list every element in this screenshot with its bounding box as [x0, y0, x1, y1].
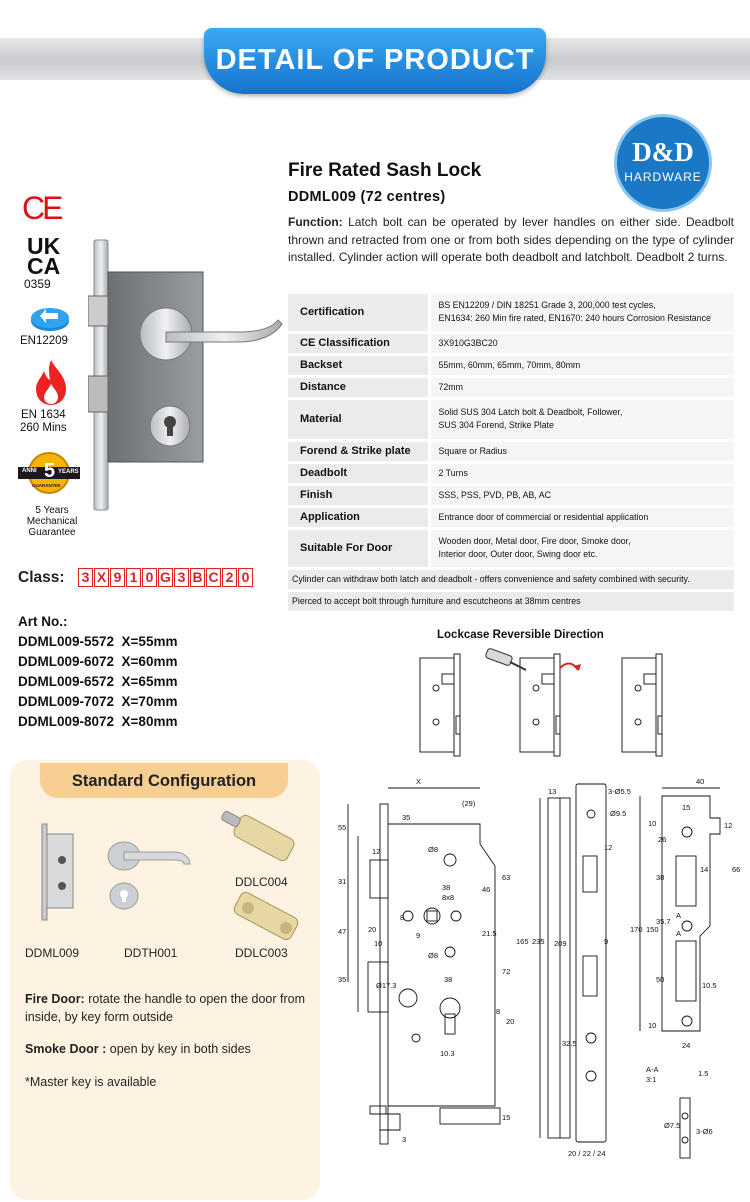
svg-text:72: 72	[502, 967, 511, 976]
fire-icon	[32, 358, 70, 406]
svg-text:20: 20	[506, 1017, 515, 1026]
spec-cert-value: BS EN12209 / DIN 18251 Grade 3, 200,000 test cycles, EN1634: 260 Min fire rated, EN1670: 240 hours Corrosion Resistance	[438, 300, 711, 324]
reversible-diagram	[400, 648, 670, 760]
svg-text:Ø7.5: Ø7.5	[664, 1121, 681, 1130]
svg-text:38: 38	[656, 873, 665, 882]
svg-text:A: A	[676, 929, 682, 938]
fire-door-note: Fire Door: rotate the handle to open the door from inside, by key form outside	[25, 992, 306, 1024]
svg-text:14: 14	[700, 865, 709, 874]
dim-x: X	[416, 777, 422, 786]
svg-text:13: 13	[548, 787, 557, 796]
svg-text:1.5: 1.5	[698, 1069, 709, 1078]
svg-text:3-Ø6: 3-Ø6	[696, 1127, 713, 1136]
spec-row: Finish SSS, PSS, PVD, PB, AB, AC	[288, 484, 734, 506]
svg-text:8: 8	[496, 1007, 501, 1016]
svg-text:63: 63	[502, 873, 511, 882]
svg-text:55: 55	[338, 823, 347, 832]
config-label-cyl1: DDLC004	[235, 875, 288, 889]
svg-text:10: 10	[648, 819, 657, 828]
svg-text:3:1: 3:1	[646, 1075, 657, 1084]
spec-row: Distance 72mm	[288, 376, 734, 398]
guarantee-badge-bottom: GUARANTEE	[32, 483, 61, 488]
ukca-number: 0359	[24, 277, 51, 291]
guarantee-badge-years: YEARS	[58, 469, 79, 475]
svg-text:9: 9	[604, 937, 609, 946]
svg-text:15: 15	[502, 1113, 511, 1122]
svg-text:Ø8: Ø8	[428, 951, 439, 960]
function-text: Function: Latch bolt can be operated by lever handles on either side. Deadbolt thrown and retracted from one or from both sides depending on the type of cylinder installed. Cylinder action will operate both deadbolt and latchbolt. Deadbolt 2 turns.	[288, 215, 734, 264]
svg-text:235: 235	[532, 937, 545, 946]
product-title: Fire Rated Sash Lock	[288, 160, 482, 181]
class-code: 3 X 9 1 0 G 3 B C 2 0	[78, 568, 254, 587]
reversible-title: Lockcase Reversible Direction	[437, 629, 604, 641]
master-key-note: *Master key is available	[25, 1075, 157, 1089]
svg-text:8x8: 8x8	[442, 893, 455, 902]
logo-sub: HARDWARE	[624, 170, 702, 184]
lock-product-photo	[88, 236, 288, 518]
smoke-door-note: Smoke Door : open by key in both sides	[25, 1042, 251, 1056]
svg-text:(29): (29)	[462, 799, 476, 808]
art-no-item: DDML009-8072 X=80mm	[18, 714, 178, 729]
spec-row: CE Classification 3X910G3BC20	[288, 332, 734, 354]
svg-text:8: 8	[400, 913, 405, 922]
svg-text:3-Ø5.5: 3-Ø5.5	[608, 787, 631, 796]
en1634-label: EN 1634 260 Mins	[20, 409, 67, 434]
svg-text:170: 170	[630, 925, 643, 934]
guarantee-badge-top: ANNI	[22, 468, 37, 474]
config-label-cyl2: DDLC003	[235, 946, 288, 960]
svg-text:Ø17.3: Ø17.3	[376, 981, 397, 990]
ukca-mark: UK CA	[27, 233, 61, 279]
svg-text:10.3: 10.3	[440, 1049, 455, 1058]
spec-row: Backset 55mm, 60mm, 65mm, 70mm, 80mm	[288, 354, 734, 376]
svg-text:47: 47	[338, 927, 347, 936]
svg-text:20 / 22 / 24: 20 / 22 / 24	[568, 1149, 606, 1158]
svg-text:10.5: 10.5	[702, 981, 717, 990]
svg-text:32.5: 32.5	[562, 1039, 577, 1048]
spec-row: Forend & Strike plate Square or Radius	[288, 440, 734, 462]
technical-drawing	[330, 776, 748, 1196]
config-label-handle: DDTH001	[124, 946, 178, 960]
en12209-label: EN12209	[20, 335, 68, 347]
spec-row: Deadbolt 2 Turns	[288, 462, 734, 484]
svg-text:35: 35	[338, 975, 347, 984]
svg-text:15: 15	[682, 803, 691, 812]
svg-text:24: 24	[682, 1041, 691, 1050]
svg-text:A: A	[676, 911, 682, 920]
svg-text:165: 165	[516, 937, 529, 946]
svg-text:26: 26	[658, 835, 667, 844]
guarantee-badge-num: 5	[44, 460, 56, 482]
svg-text:3: 3	[402, 1135, 407, 1144]
svg-text:38: 38	[442, 883, 451, 892]
art-no-item: DDML009-5572 X=55mm	[18, 634, 178, 649]
art-no-item: DDML009-6072 X=60mm	[18, 654, 178, 669]
svg-text:12: 12	[604, 843, 613, 852]
svg-text:12: 12	[724, 821, 733, 830]
svg-text:31: 31	[338, 877, 347, 886]
art-no-item: DDML009-7072 X=70mm	[18, 694, 178, 709]
banner-title: DETAIL OF PRODUCT	[215, 44, 535, 76]
spec-row: Certification BS EN12209 / DIN 18251 Grade 3, 200,000 test cycles, EN1634: 260 Min fire rated, EN1670: 240 hours Corrosion Resistance	[288, 294, 734, 332]
ce-mark: CE	[22, 190, 61, 226]
svg-text:Ø9.5: Ø9.5	[610, 809, 627, 818]
svg-text:35: 35	[402, 813, 411, 822]
svg-text:12: 12	[372, 847, 381, 856]
spec-certification	[429, 294, 734, 332]
lockcase-thumb	[38, 822, 78, 922]
svg-text:9: 9	[416, 931, 421, 940]
guarantee-label: 5 Years Mechanical Guarantee	[26, 505, 78, 538]
spec-row: Application Entrance door of commercial or residential application	[288, 506, 734, 528]
svg-text:10: 10	[648, 1021, 657, 1030]
svg-text:46: 46	[482, 885, 491, 894]
product-subtitle: DDML009 (72 centres)	[288, 189, 446, 205]
svg-text:20: 20	[368, 925, 377, 934]
svg-text:Ø8: Ø8	[428, 845, 439, 854]
svg-text:66: 66	[732, 865, 741, 874]
spec-row: Material Solid SUS 304 Latch bolt & Deadbolt, Follower, SUS 304 Forend, Strike Plate	[288, 398, 734, 440]
handle-thumb	[104, 834, 194, 914]
svg-text:10: 10	[374, 939, 383, 948]
spec-material-value: Solid SUS 304 Latch bolt & Deadbolt, Follower, SUS 304 Forend, Strike Plate	[438, 407, 623, 430]
class-label: Class:	[18, 569, 65, 586]
cylinder-thumb-thumbturn	[220, 808, 300, 872]
svg-text:35.7: 35.7	[656, 917, 671, 926]
brand-logo	[614, 114, 712, 212]
spec-note-row: Pierced to accept bolt through furniture and escutcheons at 38mm centres	[288, 590, 734, 612]
svg-text:40: 40	[696, 777, 705, 786]
spec-note-row: Cylinder can withdraw both latch and deadbolt - offers convenience and safety combined with security.	[288, 568, 734, 590]
spec-table	[288, 294, 734, 614]
svg-text:A-A: A-A	[646, 1065, 659, 1074]
spec-row: Suitable For Door Wooden door, Metal door, Fire door, Smoke door, Interior door, Outer door, Swing door etc.	[288, 528, 734, 568]
svg-text:209: 209	[554, 939, 567, 948]
standard-configuration-title: Standard Configuration	[71, 772, 257, 790]
spec-door-value: Wooden door, Metal door, Fire door, Smoke door, Interior door, Outer door, Swing door etc.	[438, 536, 631, 559]
guarantee-badge	[16, 450, 82, 496]
art-no-item: DDML009-6572 X=65mm	[18, 674, 178, 689]
cylinder-thumb-key	[228, 890, 308, 946]
en12209-icon	[28, 304, 72, 334]
art-no-list	[18, 612, 177, 732]
logo-brand: D&D	[632, 137, 694, 167]
svg-text:21.5: 21.5	[482, 929, 497, 938]
art-no-label: Art No.:	[18, 614, 68, 629]
config-label-lock: DDML009	[25, 946, 80, 960]
svg-text:150: 150	[646, 925, 659, 934]
svg-text:50: 50	[656, 975, 665, 984]
svg-text:38: 38	[444, 975, 453, 984]
